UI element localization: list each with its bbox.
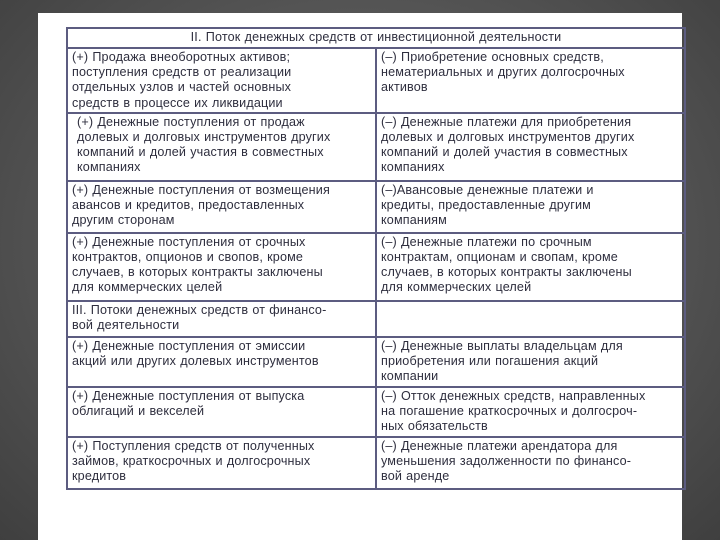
section-iii-header-row [67,301,685,337]
outflow-cell: (–) Денежные платежи для приобретения долевых и долговых инструментов других компаний и долей участия в совместных компаниях [376,113,685,181]
inflow-cell: (+) Поступления средств от полученных займов, краткосрочных и долгосрочных кредитов [67,437,376,489]
outflow-cell: (–)Авансовые денежные платежи и кредиты, предоставленные другим компаниям [376,181,685,233]
inflow-cell: (+) Продажа внеоборотных активов; поступления средств от реализации отдельных узлов и частей основных средств в процессе их ликвидации [67,48,376,113]
section-ii-header-row [67,28,685,48]
table-row [67,48,685,113]
slide [38,13,682,540]
empty-cell [376,301,685,337]
cash-flow-table [66,27,686,490]
outflow-cell: (–) Приобретение основных средств, нематериальных и других долгосрочных активов [376,48,685,113]
table-row [67,387,685,437]
section-iii-title: III. Потоки денежных средств от финансо- вой деятельности [67,301,376,337]
outflow-cell: (–) Денежные платежи арендатора для уменьшения задолженности по финансо- вой аренде [376,437,685,489]
outflow-cell: (–) Денежные платежи по срочным контрактам, опционам и свопам, кроме случаев, в которых контракты заключены для коммерческих целей [376,233,685,301]
section-ii-title: II. Поток денежных средств от инвестиционной деятельности [67,28,685,48]
inflow-cell: (+) Денежные поступления от продаж долевых и долговых инструментов других компаний и долей участия в совместных компаниях [67,113,376,181]
table-row [67,337,685,387]
inflow-cell: (+) Денежные поступления от выпуска облигаций и векселей [67,387,376,437]
outflow-cell: (–) Денежные выплаты владельцам для приобретения или погашения акций компании [376,337,685,387]
inflow-cell: (+) Денежные поступления от срочных контрактов, опционов и свопов, кроме случаев, в которых контракты заключены для коммерческих целей [67,233,376,301]
table-row [67,437,685,489]
outflow-cell: (–) Отток денежных средств, направленных на погашение краткосрочных и долгосроч- ных обязательств [376,387,685,437]
table-row [67,181,685,233]
inflow-cell: (+) Денежные поступления от эмиссии акций или других долевых инструментов [67,337,376,387]
inflow-cell: (+) Денежные поступления от возмещения авансов и кредитов, предоставленных другим сторонам [67,181,376,233]
table-row [67,233,685,301]
table-row [67,113,685,181]
